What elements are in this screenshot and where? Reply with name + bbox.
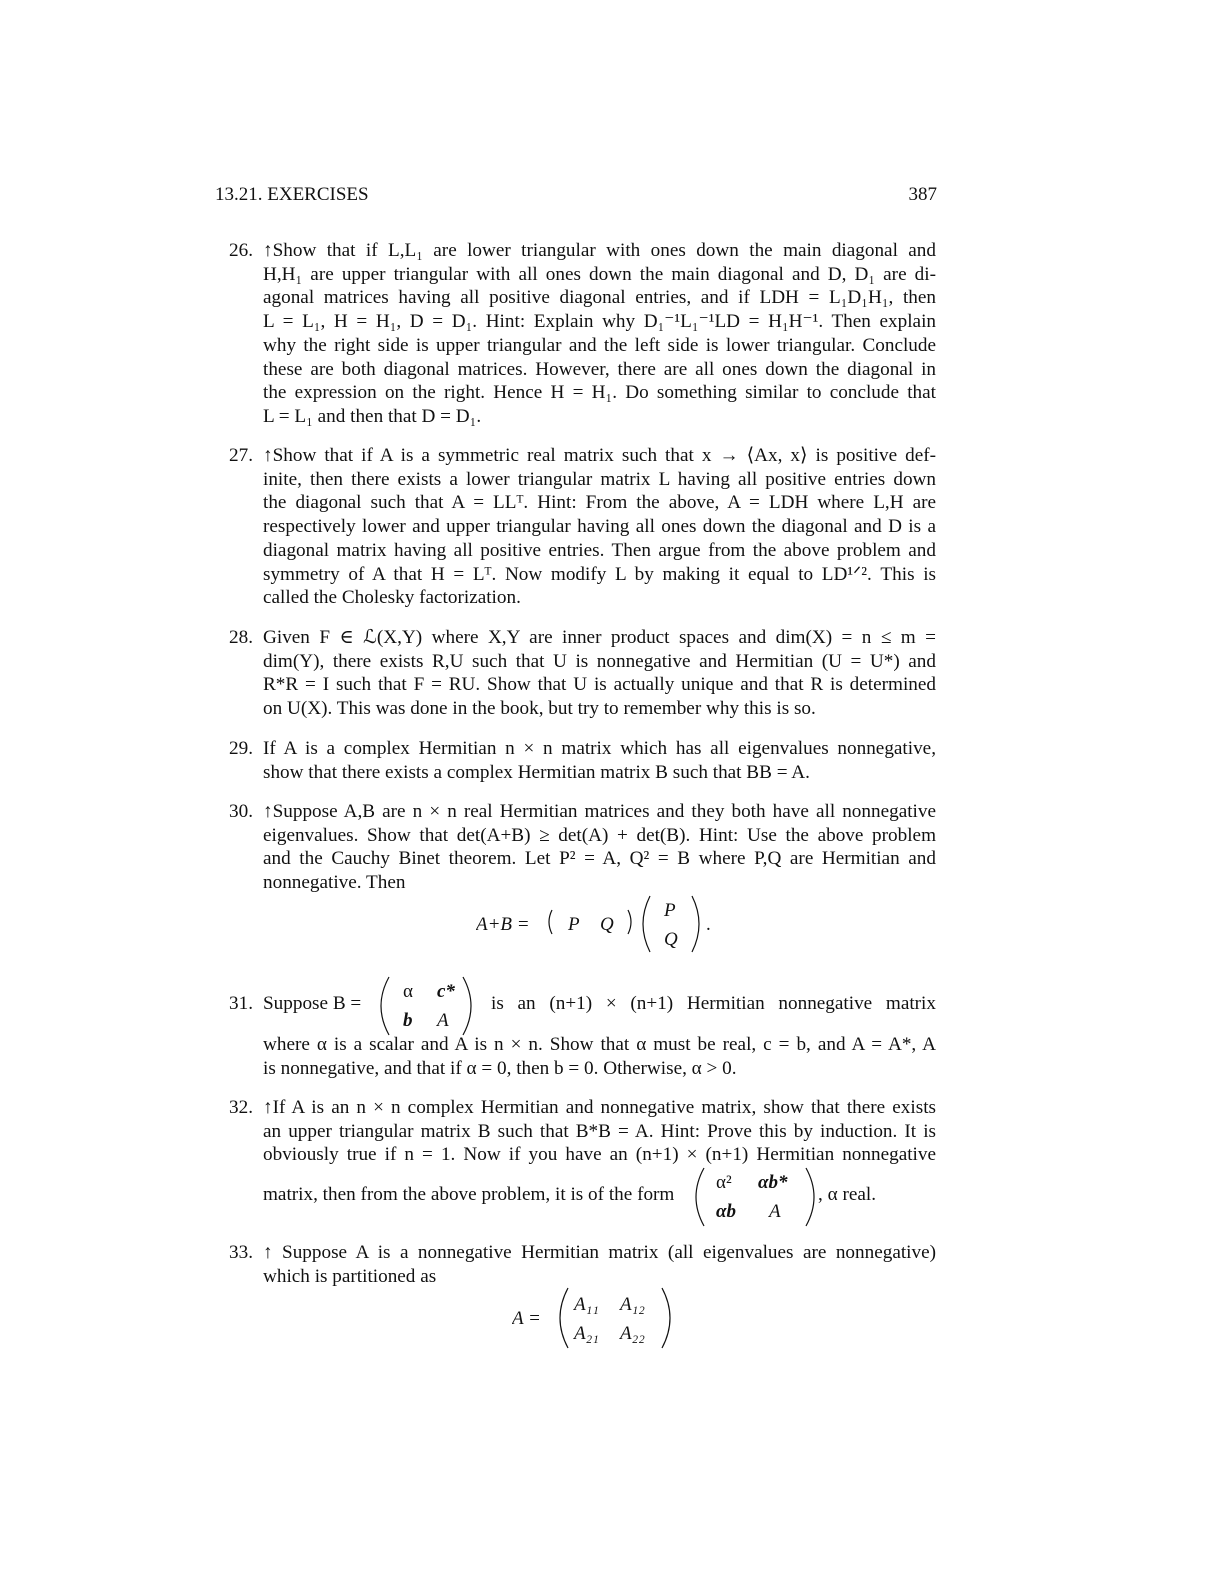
matrix-b	[375, 975, 485, 1037]
exercise-line: ↑Suppose A,B are n × n real Hermitian matrices and they both have all nonnegative	[263, 801, 936, 822]
exercise-line: respectively lower and upper triangular having all ones down the diagonal and D is a	[263, 516, 936, 538]
exercise-line: the diagonal such that A = LLᵀ. Hint: From the above, A = LDH where L,H are	[263, 492, 936, 514]
display-equation-30	[476, 892, 736, 958]
exercise-number: 33.	[229, 1242, 253, 1263]
right-paren	[662, 1288, 670, 1348]
exercise-lead: Suppose B =	[263, 993, 362, 1014]
matrix-entry: A	[769, 1201, 781, 1222]
matrix-entry: α²	[716, 1172, 732, 1193]
exercise-line: If A is a complex Hermitian n × n matrix which has all eigenvalues nonnegative,	[263, 738, 936, 759]
exercise-line: where α is a scalar and A is n × n. Show that α must be real, c = b, and A = A*, A	[263, 1034, 936, 1055]
exercise-number: 31.	[229, 993, 253, 1014]
partition-matrix	[512, 1286, 682, 1350]
right-paren	[463, 977, 471, 1035]
exercise-line: L = L₁, H = H₁, D = D₁. Hint: Explain why D₁⁻¹L₁⁻¹LD = H₁H⁻¹. Then explain	[263, 311, 936, 333]
left-paren	[381, 977, 389, 1035]
matrix-entry: α	[403, 981, 413, 1002]
exercise-32-tail-after: , α real.	[818, 1184, 876, 1205]
matrix-entry: A₁₂	[620, 1294, 645, 1315]
exercise-line: ↑If A is an n × n complex Hermitian and nonnegative matrix, show that there exists	[263, 1097, 936, 1118]
matrix-entry: A₂₂	[620, 1323, 645, 1344]
exercise-line: symmetry of A that H = Lᵀ. Now modify L by making it equal to LD¹ᐟ². This is	[263, 563, 936, 585]
exercise-line: is an (n+1) × (n+1) Hermitian nonnegative matrix	[491, 993, 936, 1014]
exercise-31-continuation	[229, 1033, 936, 1080]
exercise-line: ↑Show that if A is a symmetric real matrix such that x → ⟨Ax, x⟩ is positive def-	[263, 445, 936, 466]
exercise-29	[229, 737, 936, 784]
exercise-number: 28.	[229, 627, 253, 648]
exercise-line: H,H₁ are upper triangular with all ones down the main diagonal and D, D₁ are di-	[263, 263, 936, 285]
exercise-32-tail-text: matrix, then from the above problem, it is of the form	[263, 1184, 675, 1205]
exercise-line: called the Cholesky factorization.	[263, 587, 521, 609]
col-entry: Q	[664, 929, 678, 950]
left-paren	[696, 1168, 704, 1226]
left-paren	[549, 910, 552, 934]
exercise-line: inite, then there exists a lower triangular matrix L having all positive entries down	[263, 468, 936, 490]
exercise-line: nonnegative. Then	[263, 872, 406, 894]
exercise-line: show that there exists a complex Hermitian matrix B such that BB = A.	[263, 761, 810, 783]
page-number: 387	[908, 184, 937, 205]
exercise-28	[229, 626, 936, 721]
exercise-line: eigenvalues. Show that det(A+B) ≥ det(A) + det(B). Hint: Use the above problem	[263, 824, 936, 846]
right-paren	[692, 896, 699, 952]
exercise-line: diagonal matrix having all positive entries. Then argue from the above problem and	[263, 539, 936, 561]
exercise-number: 29.	[229, 738, 253, 759]
left-paren	[560, 1288, 568, 1348]
exercise-line: is nonnegative, and that if α = 0, then b = 0. Otherwise, α > 0.	[263, 1057, 737, 1079]
exercise-31	[229, 975, 936, 1037]
exercise-30	[229, 800, 936, 895]
exercise-line: dim(Y), there exists R,U such that U is nonnegative and Hermitian (U = U*) and	[263, 650, 936, 672]
exercise-line: L = L₁ and then that D = D₁.	[263, 405, 482, 427]
matrix-entry: c*	[437, 981, 455, 1002]
left-paren	[643, 896, 650, 952]
exercise-26	[229, 239, 936, 429]
exercise-line: and the Cauchy Binet theorem. Let P² = A, Q² = B where P,Q are Hermitian and	[263, 848, 936, 870]
exercise-line: R*R = I such that F = RU. Show that U is actually unique and that R is determined	[263, 674, 936, 696]
exercise-33	[229, 1241, 936, 1288]
exercise-line: ↑Show that if L,L₁ are lower triangular with ones down the main diagonal and	[263, 240, 936, 261]
equation-lhs: A =	[512, 1308, 541, 1329]
matrix-entry: αb*	[758, 1172, 788, 1193]
right-paren	[806, 1168, 814, 1226]
exercise-32	[229, 1096, 936, 1167]
equation-graphic	[476, 892, 736, 958]
row-entry: P	[568, 914, 580, 935]
exercise-line: on U(X). This was done in the book, but try to remember why this is so.	[263, 698, 816, 720]
exercise-line: ↑ Suppose A is a nonnegative Hermitian matrix (all eigenvalues are nonnegative)	[263, 1242, 936, 1263]
row-entry: Q	[600, 914, 614, 935]
matrix-entry: αb	[716, 1201, 737, 1222]
matrix-entry: A	[437, 1010, 449, 1031]
exercise-number: 27.	[229, 445, 253, 466]
exercise-line: obviously true if n = 1. Now if you have an (n+1) × (n+1) Hermitian nonnegative	[263, 1144, 936, 1166]
exercise-line: the expression on the right. Hence H = H₁. Do something similar to conclude that	[263, 382, 936, 404]
exercise-27	[229, 444, 936, 610]
equation-lhs: A+B =	[476, 914, 530, 935]
exercise-number: 32.	[229, 1097, 253, 1118]
equation-period: .	[706, 914, 711, 935]
exercise-line: why the right side is upper triangular and the left side is lower triangular. Conclude	[263, 334, 936, 356]
matrix-entry: A₂₁	[574, 1323, 599, 1344]
exercise-line: an upper triangular matrix B such that B*B = A. Hint: Prove this by induction. It is	[263, 1120, 936, 1142]
exercise-line: agonal matrices having all positive diagonal entries, and if LDH = L₁D₁H₁, then	[263, 287, 936, 309]
exercise-line: these are both diagonal matrices. However, there are all ones down the diagonal in	[263, 358, 936, 380]
right-paren	[628, 910, 631, 934]
exercise-number: 30.	[229, 801, 253, 822]
matrix-form	[690, 1166, 820, 1228]
exercise-number: 26.	[229, 240, 253, 261]
matrix-entry: A₁₁	[574, 1294, 599, 1315]
section-title: 13.21. EXERCISES	[215, 184, 369, 205]
matrix-entry: b	[403, 1010, 413, 1031]
exercise-line: Given F ∈ ℒ(X,Y) where X,Y are inner product spaces and dim(X) = n ≤ m =	[263, 627, 936, 648]
col-entry: P	[664, 900, 676, 921]
exercise-line: which is partitioned as	[263, 1265, 437, 1287]
